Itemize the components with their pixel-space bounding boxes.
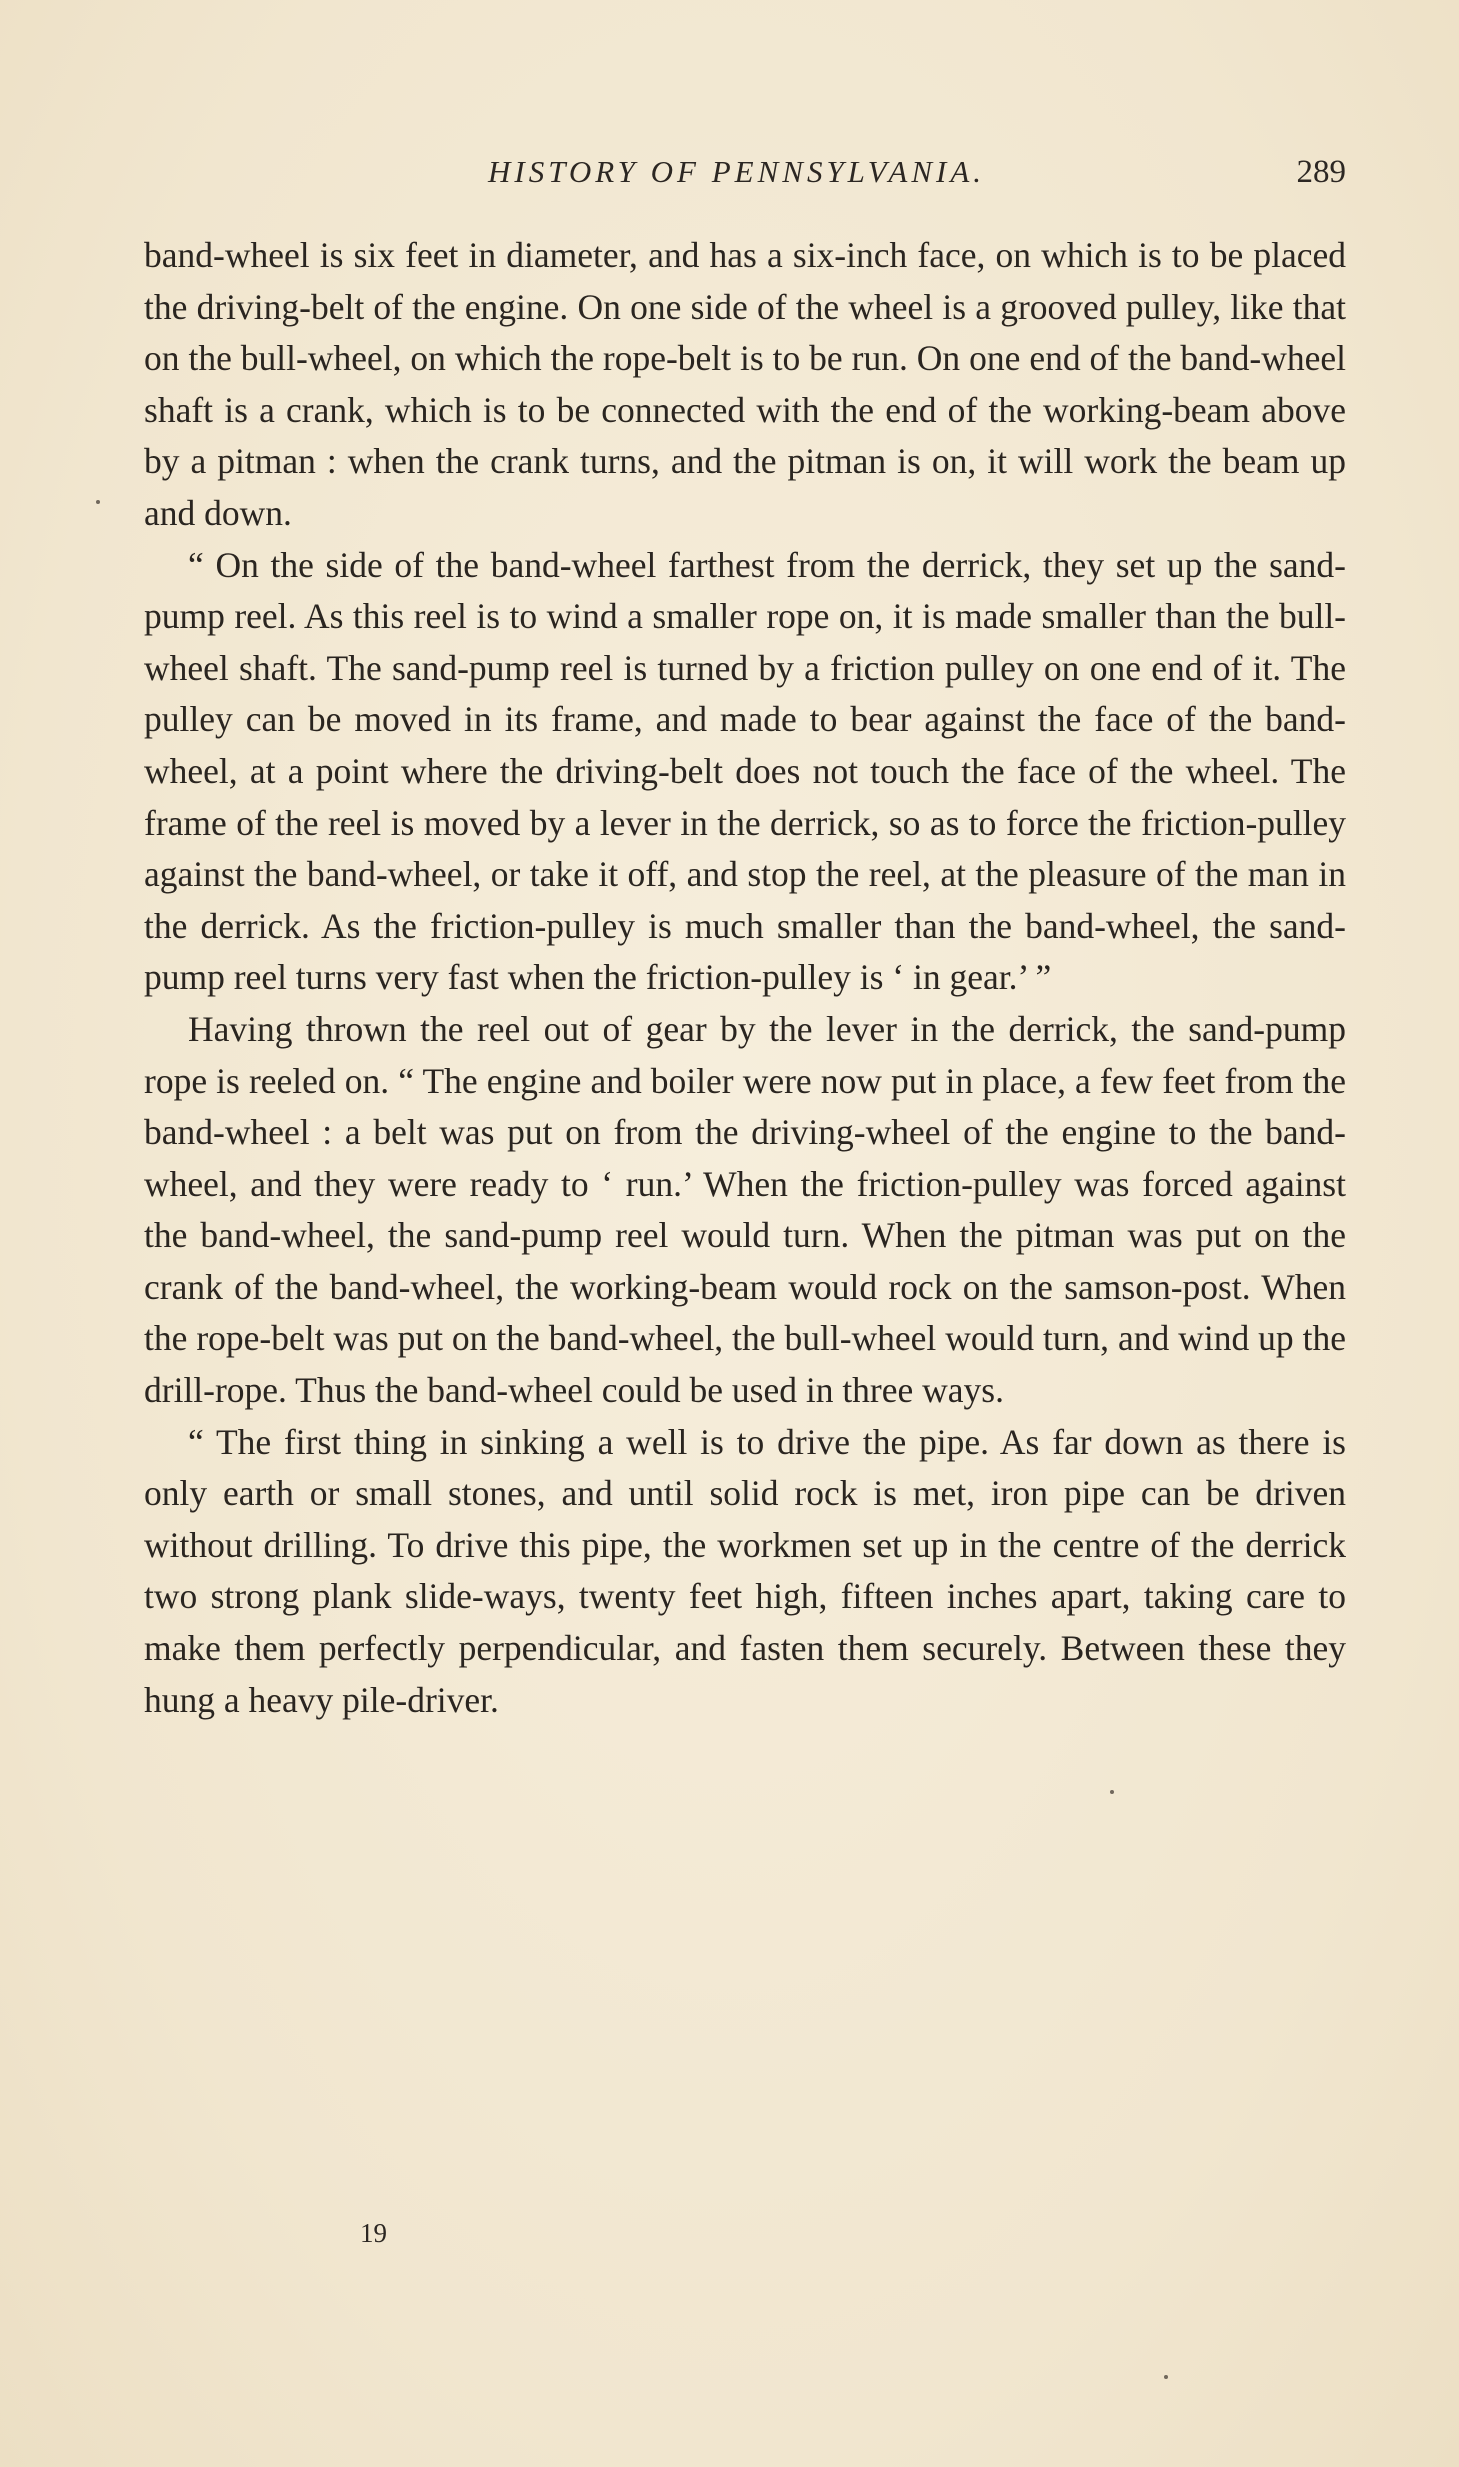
ink-speck xyxy=(1164,2375,1168,2379)
paragraph-4: “ The first thing in sinking a well is to drive the pipe. As far down as there is only earth or small stones, and until solid rock is met, iron pipe can be driven without drilling. To drive this pipe, the workmen set up in the centre of the derrick two strong plank slide-ways, twenty feet high, fifteen inches apart, taking care to make them perfectly perpendicular, and fasten them securely. Between these they hung a heavy pile-driver. xyxy=(144,1421,1346,1720)
page-number: 289 xyxy=(1296,154,1346,190)
signature-mark: 19 xyxy=(360,2218,387,2248)
paragraph-2: “ On the side of the band-wheel farthest from the derrick, they set up the sand-pump reel. As this reel is to wind a smaller rope on, it is made smaller than the bull-wheel shaft. The sand-pump reel is turned by a friction pulley on one end of it. The pulley can be moved in its frame, and made to bear against the face of the band-wheel, at a point where the driving-belt does not touch the face of the wheel. The frame of the reel is moved by a lever in the derrick, so as to force the friction-pulley against the band-wheel, or take it off, and stop the reel, at the pleasure of the man in the derrick. As the friction-pulley is much smaller than the band-wheel, the sand-pump reel turns very fast when the friction-pulley is ‘ in gear.’ ” xyxy=(144,544,1346,998)
running-title: HISTORY OF PENNSYLVANIA. xyxy=(488,154,986,189)
running-head xyxy=(144,154,1346,204)
ink-speck xyxy=(1110,1790,1114,1794)
body-text xyxy=(144,230,1346,1726)
ink-speck xyxy=(96,500,100,504)
paragraph-1: band-wheel is six feet in diameter, and has a six-inch face, on which is to be placed the driving-belt of the engine. On one side of the wheel is a grooved pulley, like that on the bull-wheel, on which the rope-belt is to be run. On one end of the band-wheel shaft is a crank, which is to be connected with the end of the working-beam above by a pitman : when the crank turns, and the pitman is on, it will work the beam up and down. xyxy=(144,235,1346,533)
paragraph-3: Having thrown the reel out of gear by the lever in the derrick, the sand-pump rope is reeled on. “ The engine and boiler were now put in place, a few feet from the band-wheel : a belt was put on from the driving-wheel of the engine to the band-wheel, and they were ready to ‘ run.’ When the friction-pulley was forced against the band-wheel, the sand-pump reel would turn. When the pitman was put on the crank of the band-wheel, the working-beam would rock on the samson-post. When the rope-belt was put on the band-wheel, the bull-wheel would turn, and wind up the drill-rope. Thus the band-wheel could be used in three ways. xyxy=(144,1008,1346,1411)
